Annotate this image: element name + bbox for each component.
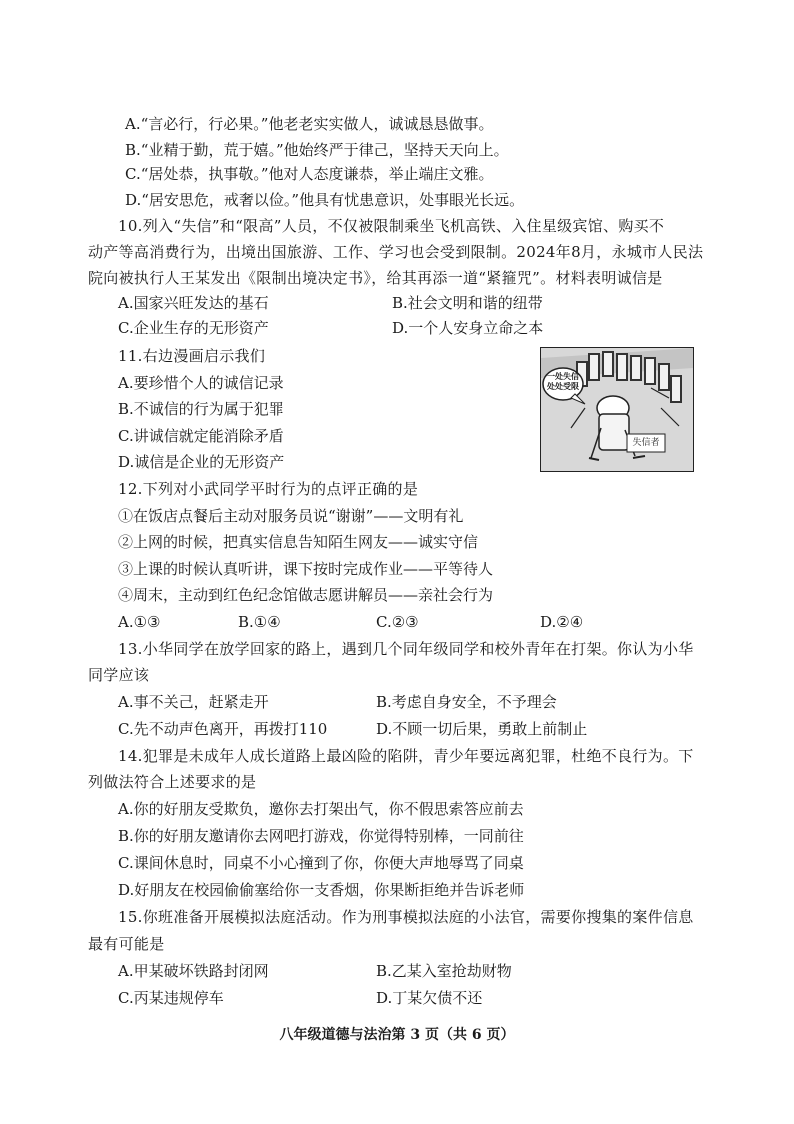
- q9-option-b: B.“业精于勤，荒于嬉。”他始终严于律己，坚持天天向上。: [125, 141, 509, 159]
- q10-option-c: C.企业生存的无形资产: [118, 319, 269, 337]
- q11-option-d: D.诚信是企业的无形资产: [118, 453, 285, 471]
- q15-stem-line-2: 最有可能是: [88, 935, 165, 953]
- q13-stem-line-2: 同学应该: [88, 666, 150, 684]
- q14-stem-line-2: 列做法符合上述要求的是: [88, 773, 257, 791]
- q12-item-3: ③上课的时候认真听讲，课下按时完成作业——平等待人: [118, 560, 494, 578]
- q10-option-b: B.社会文明和谐的纽带: [392, 294, 543, 312]
- q15-option-b: B.乙某入室抢劫财物: [376, 962, 512, 980]
- q12-item-4: ④周末，主动到红色纪念馆做志愿讲解员——亲社会行为: [118, 586, 494, 604]
- q12-option-d: D.②④: [540, 613, 584, 631]
- comic-bubble-line-1: 一处失信: [547, 372, 579, 381]
- q12-option-a: A.①③: [118, 613, 161, 631]
- q10-stem-line-1: 10.列入“失信”和“限高”人员，不仅被限制乘坐飞机高铁、入住星级宾馆、购买不: [118, 217, 665, 235]
- q14-stem-line-1: 14.犯罪是未成年人成长道路上最凶险的陷阱，青少年要远离犯罪，杜绝不良行为。下: [118, 747, 694, 765]
- comic-illustration: [540, 347, 694, 472]
- comic-sign-label: 失信者: [632, 438, 660, 448]
- q13-option-d: D.不顾一切后果，勇敢上前制止: [376, 720, 588, 738]
- q12-stem: 12.下列对小武同学平时行为的点评正确的是: [118, 480, 419, 498]
- q15-stem-line-1: 15.你班准备开展模拟法庭活动。作为刑事模拟法庭的小法官，需要你搜集的案件信息: [118, 908, 694, 926]
- q12-item-1: ①在饭店点餐后主动对服务员说“谢谢”——文明有礼: [118, 507, 464, 525]
- q14-option-d: D.好朋友在校园偷偷塞给你一支香烟，你果断拒绝并告诉老师: [118, 881, 525, 899]
- q9-option-c: C.“居处恭，执事敬。”他对人态度谦恭，举止端庄文雅。: [125, 165, 494, 183]
- q11-option-a: A.要珍惜个人的诚信记录: [118, 374, 284, 392]
- q14-option-c: C.课间休息时，同桌不小心撞到了你，你便大声地辱骂了同桌: [118, 854, 524, 872]
- q10-stem-line-3: 院向被执行人王某发出《限制出境决定书》，给其再添一道“紧箍咒”。材料表明诚信是: [88, 269, 663, 287]
- q10-stem-line-2: 动产等高消费行为，出境出国旅游、工作、学习也会受到限制。2024年8月，永城市人民法: [88, 243, 704, 261]
- q15-option-d: D.丁某欠债不还: [376, 989, 483, 1007]
- q13-option-c: C.先不动声色离开，再拨打110: [118, 720, 328, 738]
- q12-option-c: C.②③: [376, 613, 419, 631]
- q9-option-d: D.“居安思危，戒奢以俭。”他具有忧患意识，处事眼光长远。: [125, 191, 525, 209]
- q11-option-c: C.讲诚信就定能消除矛盾: [118, 427, 284, 445]
- page-footer: 八年级道德与法治第 3 页（共 6 页）: [279, 1027, 515, 1043]
- comic-bubble-line-2: 处处受限: [547, 382, 579, 391]
- q9-option-a: A.“言必行，行必果。”他老老实实做人，诚诚恳恳做事。: [125, 115, 494, 133]
- q13-stem-line-1: 13.小华同学在放学回家的路上，遇到几个同年级同学和校外青年在打架。你认为小华: [118, 640, 694, 658]
- comic-bubble-text: [546, 372, 580, 392]
- q13-option-b: B.考虑自身安全，不予理会: [376, 693, 557, 711]
- q11-option-b: B.不诚信的行为属于犯罪: [118, 400, 284, 418]
- q14-option-a: A.你的好朋友受欺负，邀你去打架出气，你不假思索答应前去: [118, 800, 524, 818]
- q10-option-a: A.国家兴旺发达的基石: [118, 294, 269, 312]
- q12-item-2: ②上网的时候，把真实信息告知陌生网友——诚实守信: [118, 533, 479, 551]
- q12-option-b: B.①④: [238, 613, 281, 631]
- q15-option-c: C.丙某违规停车: [118, 989, 224, 1007]
- q11-stem: 11.右边漫画启示我们: [118, 347, 266, 365]
- q13-option-a: A.事不关己，赶紧走开: [118, 693, 269, 711]
- q10-option-d: D.一个人安身立命之本: [392, 319, 544, 337]
- comic-drawing: [541, 348, 693, 471]
- q14-option-b: B.你的好朋友邀请你去网吧打游戏，你觉得特别棒，一同前往: [118, 827, 524, 845]
- q15-option-a: A.甲某破坏铁路封闭网: [118, 962, 269, 980]
